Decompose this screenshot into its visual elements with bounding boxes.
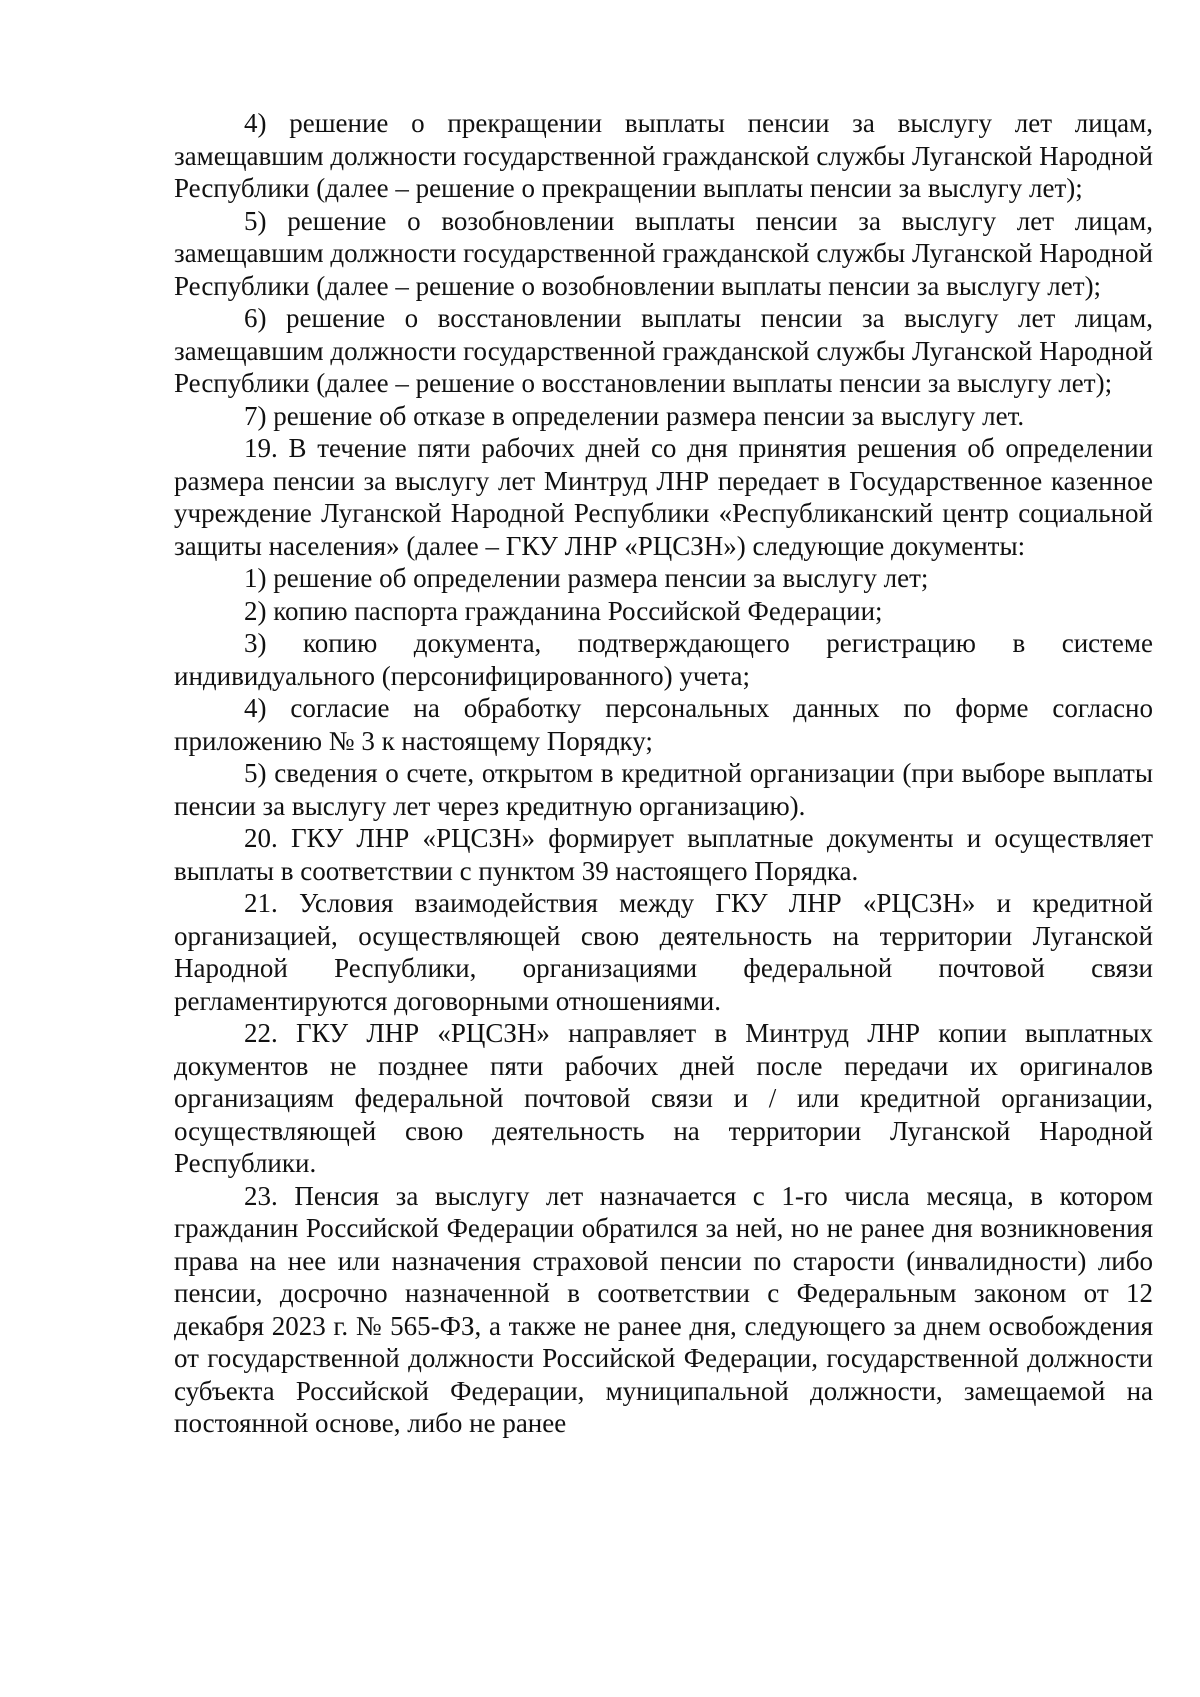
paragraph-item-5-decision-resumption: 5) решение о возобновлении выплаты пенсии за выслугу лет лицам, замещавшим должности государственной гражданской службы Луганской Народной Республики (далее – решение о возобновлении выплаты пенсии за выслугу лет);: [174, 205, 1153, 301]
paragraph-item-6-decision-restoration: 6) решение о восстановлении выплаты пенсии за выслугу лет лицам, замещавшим должности государственной гражданской службы Луганской Народной Республики (далее – решение о восстановлении выплаты пенсии за выслугу лет);: [174, 303, 1153, 398]
paragraph-clause-19-item-5: 5) сведения о счете, открытом в кредитной организации (при выборе выплаты пенсии за выслугу лет через кредитную организацию).: [174, 758, 1153, 821]
paragraph-clause-23: 23. Пенсия за выслугу лет назначается с 1-го числа месяца, в котором гражданин Российской Федерации обратился за ней, но не ранее дня возникновения права на нее или назначения страховой пенсии по старости (инвалидности) либо пенсии, досрочно назначенной в соответствии с Федеральным законом от 12 декабря 2023 г. № 565-ФЗ, а также не ранее дня, следующего за днем освобождения от государственной должности Российской Федерации, государственной должности субъекта Российской Федерации, муниципальной должности, замещаемой на постоянной основе, либо не ранее: [174, 1180, 1153, 1438]
paragraph-clause-21: 21. Условия взаимодействия между ГКУ ЛНР «РЦСЗН» и кредитной организацией, осуществляющей свою деятельность на территории Луганской Народной Республики, организациями федеральной почтовой связи регламентируются договорными отношениями.: [174, 888, 1153, 1016]
paragraph-item-7-decision-refusal: 7) решение об отказе в определении размера пенсии за выслугу лет.: [244, 400, 1025, 431]
paragraph-clause-19-item-3: 3) копию документа, подтверждающего регистрацию в системе индивидуального (персонифицированного) учета;: [174, 628, 1153, 691]
paragraph-clause-19-item-1: 1) решение об определении размера пенсии за выслугу лет;: [244, 563, 929, 593]
paragraph-clause-19-item-2: 2) копию паспорта гражданина Российской Федерации;: [244, 595, 883, 626]
paragraph-clause-19: 19. В течение пяти рабочих дней со дня принятия решения об определении размера пенсии за выслугу лет Минтруд ЛНР передает в Государственное казенное учреждение Луганской Народной Республики «Республиканский центр социальной защиты населения» (далее – ГКУ ЛНР «РЦСЗН») следующие документы:: [174, 433, 1153, 561]
paragraph-clause-20: 20. ГКУ ЛНР «РЦСЗН» формирует выплатные документы и осуществляет выплаты в соответствии с пунктом 39 настоящего Порядка.: [174, 823, 1153, 886]
document-page: [174, 107, 1153, 1440]
paragraph-item-4-decision-termination: 4) решение о прекращении выплаты пенсии за выслугу лет лицам, замещавшим должности государственной гражданской службы Луганской Народной Республики (далее – решение о прекращении выплаты пенсии за выслугу лет);: [174, 108, 1153, 203]
paragraph-clause-22: 22. ГКУ ЛНР «РЦСЗН» направляет в Минтруд ЛНР копии выплатных документов не позднее пяти рабочих дней после передачи их оригиналов организациям федеральной почтовой связи и / или кредитной организации, осуществляющей свою деятельность на территории Луганской Народной Республики.: [174, 1018, 1153, 1178]
paragraph-clause-19-item-4: 4) согласие на обработку персональных данных по форме согласно приложению № 3 к настоящему Порядку;: [174, 693, 1153, 756]
